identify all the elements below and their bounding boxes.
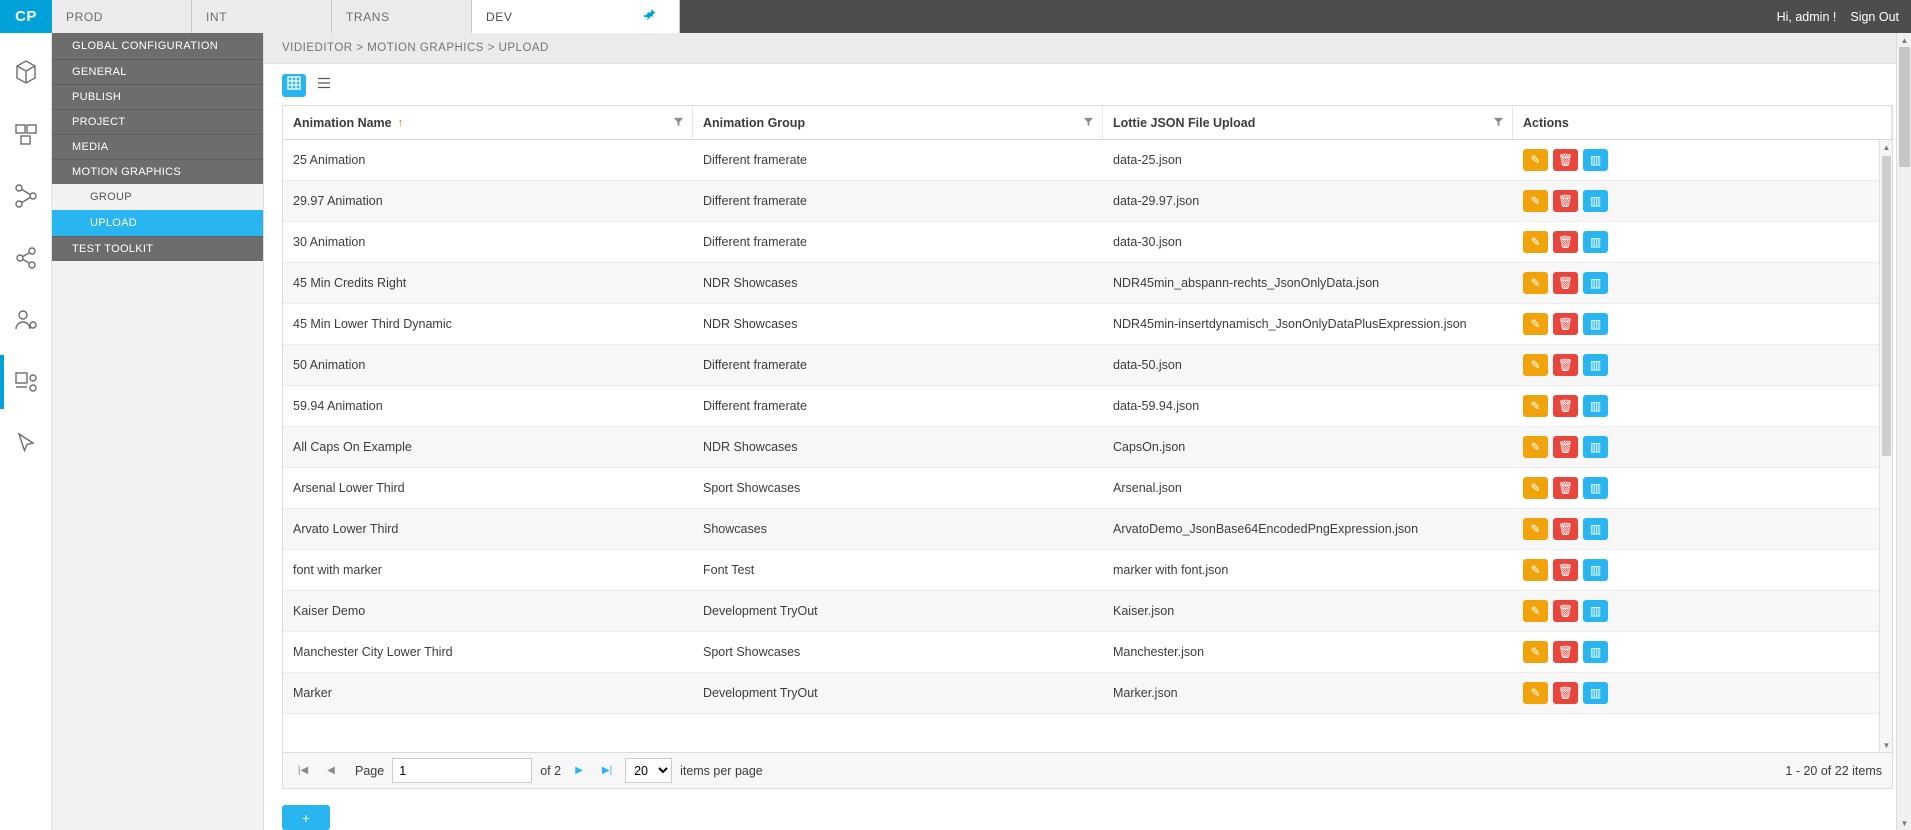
items-per-page-label: items per page	[680, 763, 763, 778]
edit-button[interactable]: ✎	[1523, 559, 1548, 581]
share-icon	[12, 244, 40, 272]
cell-lottie-json-file: NDR45min-insertdynamisch_JsonOnlyDataPlusExpression.json	[1113, 317, 1467, 331]
cell-actions	[1513, 190, 1892, 212]
delete-button[interactable]: 🗑	[1553, 149, 1578, 171]
delete-button[interactable]: 🗑	[1553, 600, 1578, 622]
breadcrumb: VIDIEDITOR > MOTION GRAPHICS > UPLOAD	[264, 33, 1911, 64]
sidebar-item-publish[interactable]: PUBLISH	[52, 84, 263, 109]
cell-lottie-json-file: data-50.json	[1113, 358, 1182, 372]
page-scroll-up-icon[interactable]: ▲	[1900, 35, 1909, 45]
side-menu-header: GLOBAL CONFIGURATION	[52, 33, 263, 59]
sort-ascending-icon: ↑	[397, 116, 404, 129]
cell-animation-group: Different framerate	[703, 358, 807, 372]
rail-item-dashboard[interactable]	[0, 41, 51, 103]
preview-button[interactable]: ▥	[1583, 231, 1608, 253]
user-area	[1777, 0, 1911, 33]
column-header-lottie-json-file-upload[interactable]	[1103, 106, 1513, 139]
env-tab-int-label: INT	[206, 9, 228, 24]
table-row[interactable]	[283, 591, 1892, 632]
preview-button[interactable]: ▥	[1583, 395, 1608, 417]
edit-button[interactable]: ✎	[1523, 518, 1548, 540]
cell-lottie-json-file: Kaiser.json	[1113, 604, 1175, 618]
pager-next-button[interactable]: ▶	[575, 765, 583, 776]
page-size-select[interactable]	[625, 758, 672, 783]
delete-button[interactable]: 🗑	[1553, 641, 1578, 663]
delete-button[interactable]: 🗑	[1553, 190, 1578, 212]
env-tab-int[interactable]	[192, 0, 332, 33]
page-vertical-scrollbar[interactable]	[1896, 33, 1911, 830]
cell-animation-group: Development TryOut	[703, 686, 818, 700]
pager-range-label: 1 - 20 of 22 items	[1785, 763, 1882, 778]
delete-button[interactable]: 🗑	[1553, 313, 1578, 335]
cell-actions	[1513, 354, 1892, 376]
cell-actions	[1513, 231, 1892, 253]
cell-actions	[1513, 395, 1892, 417]
cell-lottie-json-file: data-25.json	[1113, 153, 1182, 167]
table-row[interactable]	[283, 386, 1892, 427]
column-header-actions	[1513, 106, 1892, 139]
delete-button[interactable]: 🗑	[1553, 395, 1578, 417]
sidebar-item-group[interactable]: GROUP	[52, 184, 263, 210]
grid-view-button[interactable]	[282, 74, 306, 97]
pager-first-button[interactable]: |◀	[297, 765, 309, 776]
column-header-lottie-json-file-upload-label: Lottie JSON File Upload	[1113, 115, 1256, 130]
delete-button[interactable]: 🗑	[1553, 518, 1578, 540]
table-row[interactable]	[283, 468, 1892, 509]
filter-icon-lottie-json[interactable]	[1493, 116, 1504, 130]
page-scrollbar-thumb[interactable]	[1899, 47, 1910, 167]
cell-actions	[1513, 313, 1892, 335]
cell-animation-name: All Caps On Example	[293, 440, 412, 454]
grid-view-icon	[287, 76, 301, 95]
column-header-animation-group[interactable]	[693, 106, 1103, 139]
node-tree-icon	[12, 182, 40, 210]
icon-rail	[0, 33, 52, 830]
preview-button[interactable]: ▥	[1583, 190, 1608, 212]
cell-animation-name: Kaiser Demo	[293, 604, 366, 618]
cell-animation-name: 50 Animation	[293, 358, 366, 372]
cursor-icon	[12, 430, 40, 458]
cell-actions	[1513, 518, 1892, 540]
edit-button[interactable]: ✎	[1523, 682, 1548, 704]
rail-item-workflow[interactable]	[0, 165, 51, 227]
table-row[interactable]	[283, 181, 1892, 222]
env-tab-dev[interactable]	[472, 0, 680, 33]
cube-icon	[12, 58, 40, 86]
cell-lottie-json-file: CapsOn.json	[1113, 440, 1186, 454]
filter-icon-animation-group[interactable]	[1083, 116, 1094, 130]
cell-animation-name: Arsenal Lower Third	[293, 481, 405, 495]
table-row[interactable]	[283, 632, 1892, 673]
column-header-animation-name[interactable]	[283, 106, 693, 139]
cell-actions	[1513, 559, 1892, 581]
rail-item-projects[interactable]	[0, 103, 51, 165]
side-menu	[52, 33, 264, 830]
add-row	[282, 805, 1911, 830]
pager-page-label: Page	[355, 763, 385, 778]
sidebar-item-project[interactable]: PROJECT	[52, 109, 263, 134]
app-logo[interactable]: CP	[0, 0, 52, 33]
rail-item-configuration[interactable]	[0, 351, 51, 413]
delete-button[interactable]: 🗑	[1553, 436, 1578, 458]
preview-button[interactable]: ▥	[1583, 354, 1608, 376]
edit-button[interactable]: ✎	[1523, 395, 1548, 417]
data-grid	[282, 105, 1893, 752]
env-tab-trans-label: TRANS	[346, 9, 390, 24]
preview-button[interactable]: ▥	[1583, 559, 1608, 581]
edit-button[interactable]: ✎	[1523, 149, 1548, 171]
env-tab-prod-label: PROD	[66, 9, 104, 24]
grid-rows	[283, 140, 1892, 714]
cell-lottie-json-file: NDR45min_abspann-rechts_JsonOnlyData.json	[1113, 276, 1380, 290]
pager-page-input[interactable]	[392, 758, 532, 783]
delete-button[interactable]: 🗑	[1553, 354, 1578, 376]
cell-actions	[1513, 436, 1892, 458]
body	[0, 33, 1911, 830]
cell-animation-name: Arvato Lower Third	[293, 522, 399, 536]
cell-lottie-json-file: ArvatoDemo_JsonBase64EncodedPngExpression.json	[1113, 522, 1419, 536]
cell-animation-group: Showcases	[703, 522, 767, 536]
cell-animation-group: Different framerate	[703, 399, 807, 413]
cell-lottie-json-file: data-29.97.json	[1113, 194, 1200, 208]
cell-animation-group: Sport Showcases	[703, 645, 801, 659]
pager-last-button[interactable]: ▶|	[601, 765, 613, 776]
scroll-down-icon[interactable]: ▼	[1882, 740, 1891, 750]
cell-actions	[1513, 600, 1892, 622]
table-row[interactable]	[283, 427, 1892, 468]
view-toggle	[264, 64, 1911, 105]
cell-animation-name: 29.97 Animation	[293, 194, 383, 208]
cell-lottie-json-file: Arsenal.json	[1113, 481, 1182, 495]
main-content	[264, 33, 1911, 830]
scrollbar-thumb[interactable]	[1882, 156, 1891, 456]
preview-button[interactable]: ▥	[1583, 477, 1608, 499]
user-settings-icon	[12, 306, 40, 334]
cell-animation-name: 45 Min Lower Third Dynamic	[293, 317, 452, 331]
cell-actions	[1513, 641, 1892, 663]
sidebar-item-upload[interactable]: UPLOAD	[52, 210, 263, 236]
cell-animation-group: Different framerate	[703, 153, 807, 167]
edit-button[interactable]: ✎	[1523, 600, 1548, 622]
edit-button[interactable]: ✎	[1523, 231, 1548, 253]
delete-button[interactable]: 🗑	[1553, 231, 1578, 253]
environment-tabs	[52, 0, 680, 33]
rail-item-users[interactable]	[0, 289, 51, 351]
settings-gear-icon	[12, 368, 40, 396]
env-tab-prod[interactable]	[52, 0, 192, 33]
sign-out-link[interactable]: Sign Out	[1850, 9, 1899, 24]
delete-button[interactable]: 🗑	[1553, 559, 1578, 581]
grid-body	[283, 140, 1892, 752]
cell-actions	[1513, 149, 1892, 171]
pager	[282, 752, 1893, 789]
cell-animation-name: font with marker	[293, 563, 382, 577]
cell-animation-name: 25 Animation	[293, 153, 366, 167]
edit-button[interactable]: ✎	[1523, 436, 1548, 458]
edit-button[interactable]: ✎	[1523, 641, 1548, 663]
table-row[interactable]	[283, 550, 1892, 591]
grid-header-row	[283, 106, 1892, 140]
pager-of-label: of 2	[540, 763, 562, 778]
preview-button[interactable]: ▥	[1583, 641, 1608, 663]
boxes-icon	[12, 120, 40, 148]
cell-actions	[1513, 682, 1892, 704]
edit-button[interactable]: ✎	[1523, 190, 1548, 212]
preview-button[interactable]: ▥	[1583, 272, 1608, 294]
grid-vertical-scrollbar[interactable]	[1879, 140, 1892, 752]
rail-item-toolkit[interactable]	[0, 413, 51, 475]
add-animation-button[interactable]: +	[282, 805, 330, 830]
preview-button[interactable]: ▥	[1583, 682, 1608, 704]
cell-animation-group: Different framerate	[703, 235, 807, 249]
cell-animation-name: Manchester City Lower Third	[293, 645, 453, 659]
delete-button[interactable]: 🗑	[1553, 272, 1578, 294]
sidebar-item-media[interactable]: MEDIA	[52, 134, 263, 159]
column-header-animation-group-label: Animation Group	[703, 115, 806, 130]
cell-lottie-json-file: Manchester.json	[1113, 645, 1205, 659]
cell-lottie-json-file: Marker.json	[1113, 686, 1178, 700]
preview-button[interactable]: ▥	[1583, 600, 1608, 622]
cell-animation-group: NDR Showcases	[703, 317, 798, 331]
env-tab-trans[interactable]	[332, 0, 472, 33]
table-row[interactable]	[283, 263, 1892, 304]
preview-button[interactable]: ▥	[1583, 313, 1608, 335]
list-view-icon	[317, 76, 331, 95]
table-row[interactable]	[283, 509, 1892, 550]
cell-animation-group: NDR Showcases	[703, 440, 798, 454]
rail-item-media[interactable]	[0, 227, 51, 289]
cell-animation-name: 45 Min Credits Right	[293, 276, 407, 290]
edit-button[interactable]: ✎	[1523, 313, 1548, 335]
sidebar-item-test-toolkit[interactable]: TEST TOOLKIT	[52, 236, 263, 261]
cell-lottie-json-file: data-30.json	[1113, 235, 1182, 249]
cell-animation-group: Font Test	[703, 563, 755, 577]
cell-animation-group: Development TryOut	[703, 604, 818, 618]
edit-button[interactable]: ✎	[1523, 272, 1548, 294]
table-row[interactable]	[283, 222, 1892, 263]
column-header-actions-label: Actions	[1523, 115, 1569, 130]
cell-animation-group: NDR Showcases	[703, 276, 798, 290]
table-row[interactable]	[283, 304, 1892, 345]
env-tab-dev-label: DEV	[486, 9, 513, 24]
delete-button[interactable]: 🗑	[1553, 477, 1578, 499]
cell-actions	[1513, 272, 1892, 294]
table-row[interactable]	[283, 345, 1892, 386]
top-bar	[0, 0, 1911, 33]
pin-icon[interactable]	[642, 8, 657, 26]
cell-animation-name: Marker	[293, 686, 332, 700]
cell-lottie-json-file: marker with font.json	[1113, 563, 1229, 577]
table-row[interactable]	[283, 673, 1892, 714]
sidebar-item-motion-graphics[interactable]: MOTION GRAPHICS	[52, 159, 263, 184]
cell-actions	[1513, 477, 1892, 499]
cell-animation-group: Different framerate	[703, 194, 807, 208]
pager-prev-button[interactable]: ◀	[327, 765, 335, 776]
table-row[interactable]	[283, 140, 1892, 181]
cell-animation-name: 30 Animation	[293, 235, 366, 249]
preview-button[interactable]: ▥	[1583, 518, 1608, 540]
delete-button[interactable]: 🗑	[1553, 682, 1578, 704]
edit-button[interactable]: ✎	[1523, 354, 1548, 376]
page-scroll-down-icon[interactable]: ▼	[1900, 818, 1909, 828]
sidebar-item-general[interactable]: GENERAL	[52, 59, 263, 84]
column-header-animation-name-label: Animation Name	[293, 115, 392, 130]
scroll-up-icon[interactable]: ▲	[1882, 142, 1891, 152]
cell-lottie-json-file: data-59.94.json	[1113, 399, 1200, 413]
preview-button[interactable]: ▥	[1583, 436, 1608, 458]
edit-button[interactable]: ✎	[1523, 477, 1548, 499]
preview-button[interactable]: ▥	[1583, 149, 1608, 171]
cell-animation-name: 59.94 Animation	[293, 399, 383, 413]
filter-icon-animation-name[interactable]	[673, 116, 684, 130]
list-view-button[interactable]	[312, 74, 336, 97]
greeting-label: Hi, admin !	[1776, 9, 1837, 24]
cell-animation-group: Sport Showcases	[703, 481, 801, 495]
